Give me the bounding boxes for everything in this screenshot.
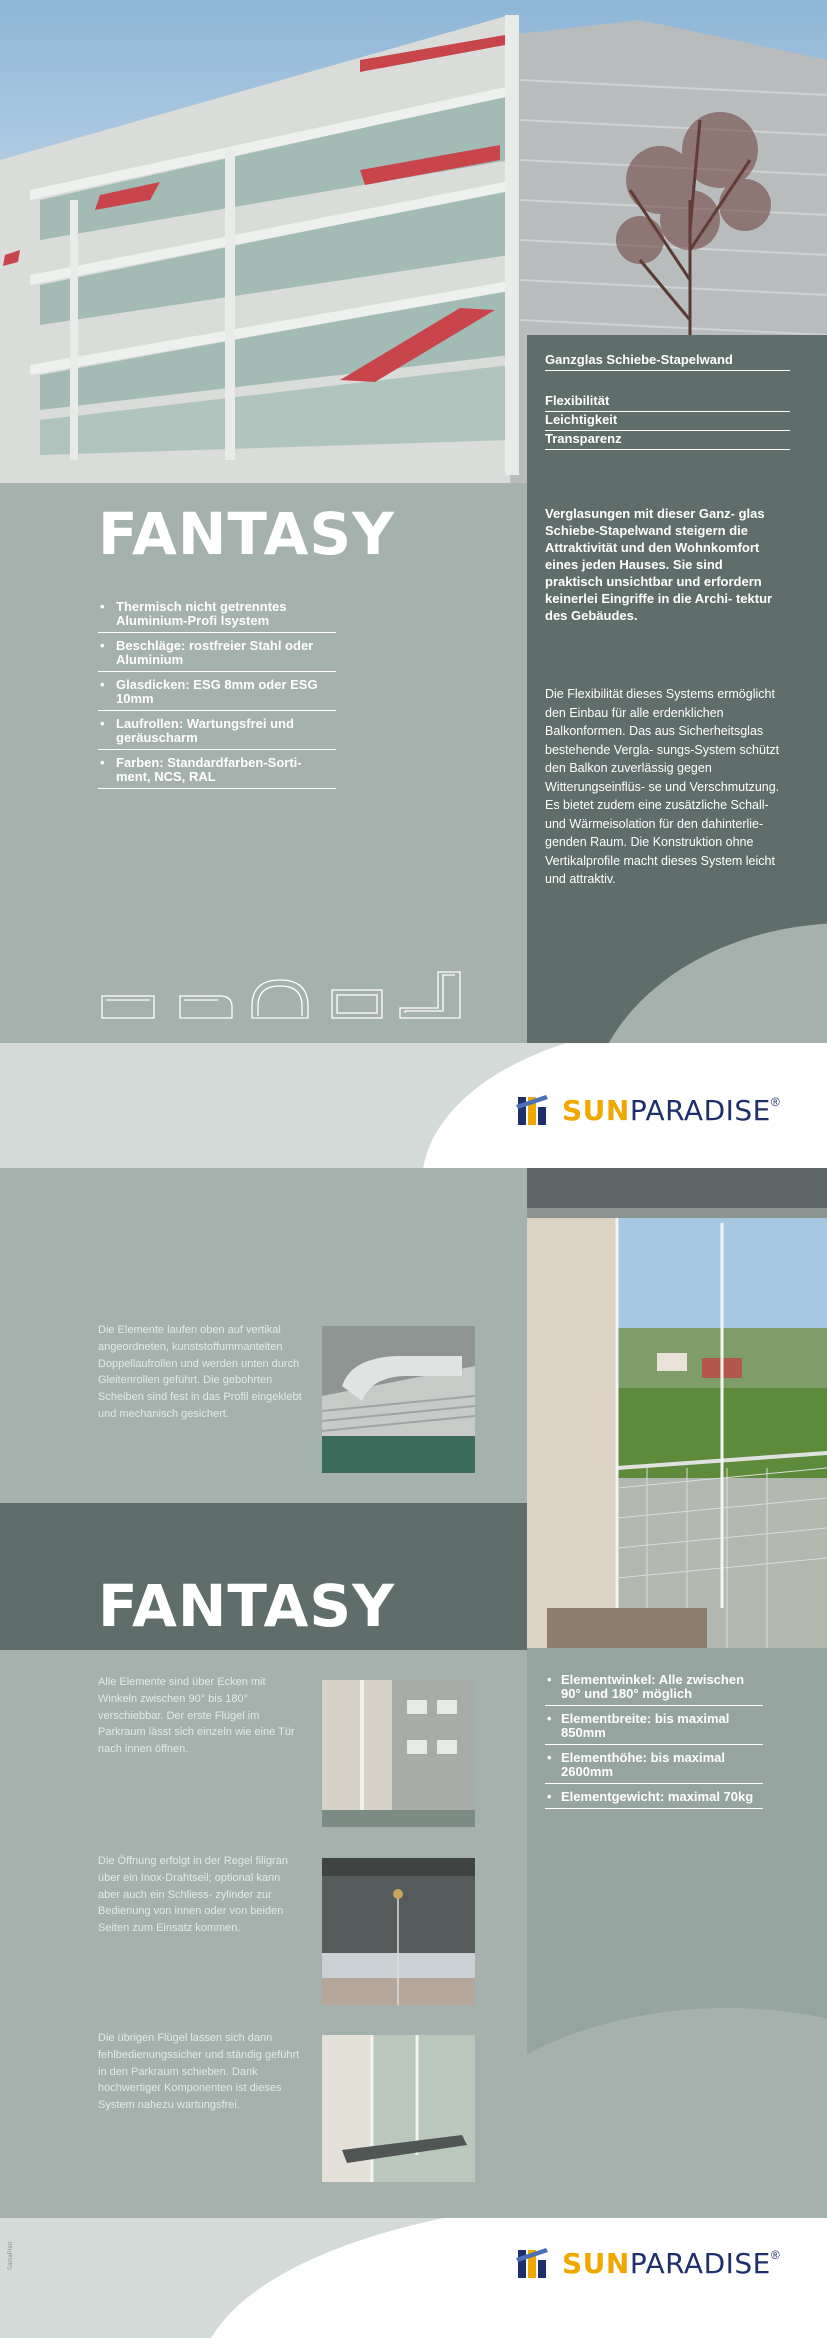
tagline-transparency: Transparenz bbox=[545, 431, 790, 450]
spec-list bbox=[545, 1673, 763, 1815]
sunparadise-logo-icon bbox=[516, 1093, 562, 1127]
list-item: • Elementwinkel: Alle zwischen 90° und 180° möglich bbox=[545, 1673, 763, 1706]
corner-detail-photo bbox=[322, 1680, 475, 1827]
imprint-label: SämaPrint bbox=[8, 2241, 14, 2270]
balcony-shapes-icons bbox=[100, 968, 470, 1023]
opening-paragraph: Die Öffnung erfolgt in der Regel filigran über ein Inox-Drahtseil; optional kann aber auch ein Schliess- zylinder zur Bedienung von innen oder von beiden Seiten zum Einsatz kommen. bbox=[98, 1855, 288, 1935]
list-item: • Elementbreite: bis maximal 850mm bbox=[545, 1712, 763, 1745]
rollers-paragraph: Die Elemente laufen oben auf vertikal angeordneten, kunststoffummantelten Doppellaufrollen und werden unten durch Gleitenrollen geführt. Die gebohrten Scheiben sind fest in das Profil eingeklebt und mechanisch gesichert. bbox=[98, 1324, 302, 1420]
balcony-glazing-photo bbox=[527, 1168, 827, 1648]
list-item: • Elementhöhe: bis maximal 2600mm bbox=[545, 1751, 763, 1784]
page-title: FANTASY bbox=[98, 500, 396, 568]
sunparadise-logo bbox=[516, 1093, 780, 1127]
tagline-lightness: Leichtigkeit bbox=[545, 412, 790, 431]
feature-list bbox=[98, 600, 336, 795]
logo-band bbox=[0, 2218, 827, 2338]
list-item: • Beschläge: rostfreier Stahl oder Aluminium bbox=[98, 639, 336, 672]
list-item: • Glasdicken: ESG 8mm oder ESG 10mm bbox=[98, 678, 336, 711]
logo-sun-text: SUN bbox=[562, 2246, 630, 2280]
sunparadise-logo-icon bbox=[516, 2246, 562, 2280]
logo-registered-mark: ® bbox=[770, 2248, 780, 2262]
list-item: • Elementgewicht: maximal 70kg bbox=[545, 1790, 763, 1809]
logo-band bbox=[0, 1043, 827, 1168]
sliding-detail-photo bbox=[322, 2035, 475, 2182]
logo-registered-mark: ® bbox=[770, 1095, 780, 1109]
tagline-box bbox=[527, 335, 827, 483]
decorative-arc bbox=[587, 923, 827, 1043]
page-title: FANTASY bbox=[98, 1572, 396, 1640]
logo-paradise-text: PARADISE bbox=[629, 1093, 771, 1127]
roller-detail-photo bbox=[322, 1326, 475, 1473]
decorative-arc bbox=[527, 2008, 827, 2218]
list-item: • Laufrollen: Wartungsfrei und geräuscharm bbox=[98, 717, 336, 750]
opening-detail-photo bbox=[322, 1858, 475, 2005]
logo-paradise-text: PARADISE bbox=[629, 2246, 771, 2280]
tagline-flexibility: Flexibilität bbox=[545, 393, 790, 412]
sunparadise-logo bbox=[516, 2246, 780, 2280]
body-paragraph: Die Flexibilität dieses Systems ermöglicht den Einbau für alle erdenklichen Balkonformen. Das aus Sicherheitsglas bestehende Vergla- sungs-System schützt den Balkon zuverlässig gegen Witterungseinflüs- se und Verschmutzung. Es bietet zudem eine zusätzliche Schall- und Wärmeisolation für den dahinterlie- genden Raum. Die Konstruktion ohne Vertikalprofile macht dieses System leicht und attraktiv. bbox=[545, 687, 780, 886]
list-item: • Farben: Standardfarben-Sorti- ment, NCS, RAL bbox=[98, 756, 336, 789]
lead-paragraph: Verglasungen mit dieser Ganz- glas Schiebe-Stapelwand steigern die Attraktivität und den Wohnkomfort eines jeden Hauses. Sie sind praktisch unsichtbar und erfordern keinerlei Eingriffe in die Archi- tektur des Gebäudes. bbox=[545, 506, 773, 623]
logo-sun-text: SUN bbox=[562, 1093, 630, 1127]
corner-paragraph: Alle Elemente sind über Ecken mit Winkeln zwischen 90° bis 180° verschiebbar. Der erste Flügel im Parkraum lässt sich einzeln wie eine Tür nach innen öffnen. bbox=[98, 1676, 295, 1756]
tagline-system: Ganzglas Schiebe-Stapelwand bbox=[545, 352, 790, 371]
sliding-paragraph: Die übrigen Flügel lassen sich dann fehlbedienungssicher und ständig geführt in den Parkraum schieben. Dank hochwertiger Komponenten ist dieses System nahezu wartungsfrei. bbox=[98, 2032, 300, 2112]
list-item: • Thermisch nicht getrenntes Aluminium-Profi lsystem bbox=[98, 600, 336, 633]
